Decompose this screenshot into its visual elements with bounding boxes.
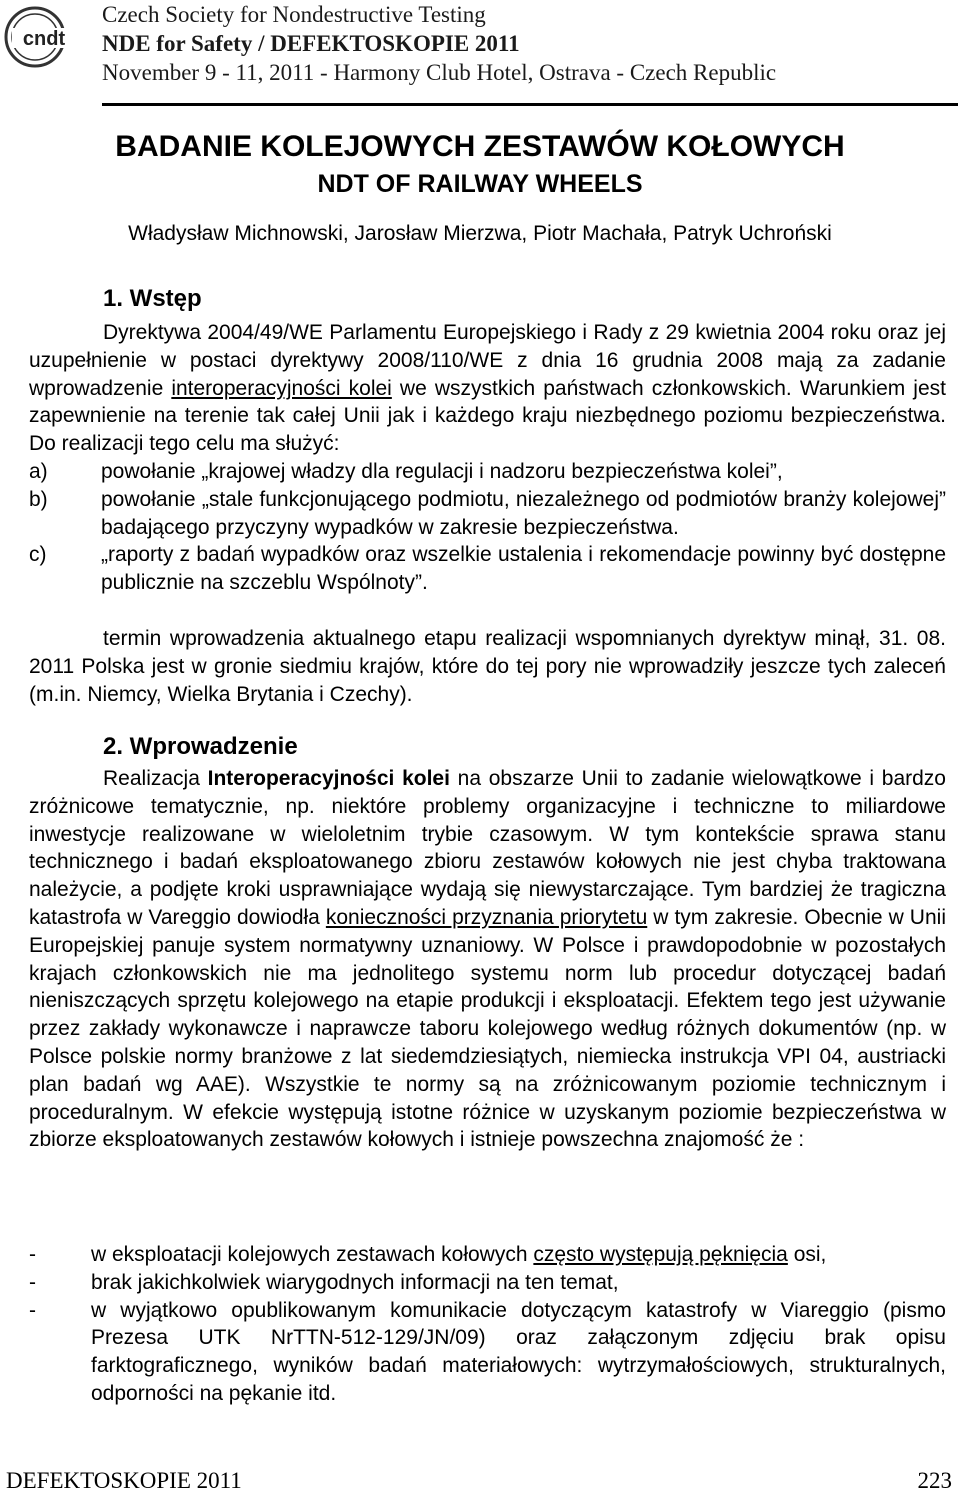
section-1-paragraph-2	[29, 625, 946, 708]
authors: Władysław Michnowski, Jarosław Mierzwa, Piotr Machała, Patryk Uchroński	[128, 222, 832, 245]
dash-bullet: -	[29, 1243, 36, 1266]
section-2-heading: 2. Wprowadzenie	[103, 733, 298, 760]
header-organization: Czech Society for Nondestructive Testing	[102, 2, 486, 27]
header-rule	[102, 103, 958, 106]
cndt-logo-icon	[4, 6, 82, 68]
dash-bullet: -	[29, 1270, 36, 1294]
section-1-list	[29, 458, 946, 597]
logo-text: cndt	[22, 28, 66, 50]
list-item-text: „raporty z badań wypadków oraz wszelkie ustalenia i rekomendacje powinny być dostępne publicznie na szczeblu Wspólnoty”.	[101, 543, 946, 595]
section-2-paragraph	[29, 765, 946, 1154]
s1-p1-a: Dyrektywa 2004/49/WE Parlamentu Europejskiego i Rady z 29 kwietnia 2004 roku oraz jej uzupełnienie w postaci dyrektywy 2008/110/WE z dnia 16 grudnia 2008 mają za zadanie wprowadzenie	[29, 321, 946, 400]
footer-title: DEFEKTOSKOPIE 2011	[6, 1468, 242, 1493]
list-item	[29, 458, 946, 486]
list-item-text: powołanie „stale funkcjonującego podmiotu, niezależnego od podmiotów branży kolejowej” badającego przyczyny wypadków w zakresie bezpieczeństwa.	[101, 487, 946, 539]
dash-bullet: -	[29, 1298, 36, 1322]
dash-item-3: w wyjątkowo opublikowanym komunikacie dotyczącym katastrofy w Viareggio (pismo Prezesa UTK NrTTN-512-129/JN/09) oraz załączonym zdjęciu brak opisu farktograficznego, wyników badań materiałowych: wytrzymałościowych, strukturalnych, odporności na pękanie itd.	[91, 1298, 946, 1405]
s1-interoperability-link: interoperacyjności kolei	[171, 376, 392, 400]
s1-p2: termin wprowadzenia aktualnego etapu realizacji wspomnianych dyrektyw minął, 31. 08. 2011 Polska jest w gronie siedmiu krajów, które do tej pory nie wprowadziły jeszcze tych zaleceń (m.in. Niemcy, Wielka Brytania i Czechy).	[29, 627, 946, 706]
list-item-label: a)	[29, 460, 48, 483]
header-conference: NDE for Safety / DEFEKTOSKOPIE 2011	[102, 31, 520, 56]
header-date-venue: November 9 - 11, 2011 - Harmony Club Hotel, Ostrava - Czech Republic	[102, 60, 777, 85]
s2-p-b: na obszarze Unii to zadanie wielowątkowe i bardzo zróżnicowe tematycznie, np. niektóre problemy organizacyjne i techniczne to miliardowe inwestycje realizowane w wieloletnim trybie czasowym. W tym kontekście sprawa stanu technicznego i badań eksploatowanego zbioru zestawów kołowych nie jest chyba traktowana należycie, a podjęte kroki usprawniające wydają się niewystarczające. Tym bardziej że tragiczna katastrofa w Vareggio dowiodła	[29, 767, 946, 929]
list-item	[29, 1241, 946, 1269]
s2-priority-link: konieczności przyznania priorytetu	[325, 905, 648, 929]
list-item	[29, 541, 946, 597]
section-1-paragraph	[29, 319, 946, 458]
section-1-heading: 1. Wstęp	[103, 285, 202, 312]
s2-interoperability-bold: Interoperacyjności kolei	[207, 767, 450, 790]
list-item	[29, 486, 946, 542]
section-2-dash-list	[29, 1241, 946, 1408]
dash-item-1-a: w eksploatacji kolejowych zestawach kołowych	[91, 1243, 534, 1266]
page-number: 223	[917, 1468, 952, 1493]
list-item	[29, 1269, 946, 1297]
s2-p-c: w tym zakresie. Obecnie w Unii Europejskiej panuje system normatywny uznaniowy. W Polsce i prawdopodobnie w pozostałych krajach członkowskich nie ma jednolitego systemu norm lub procedur dotyczącej badań nieniszczących sprzętu kolejowego na etapie produkcji i eksploatacji. Efektem tego jest używanie przez zakłady wykonawcze i naprawcze taboru kolejowego według różnych dokumentów (np. w Polsce polskie normy branżowe z lat siedemdziesiątych, niemiecka instrukcja VPI 04, austriacki plan badań wg AAE). Wszystkie te normy są na zróżnicowanym poziomie technicznym i proceduralnym. W efekcie występują istotne różnice w uzyskanym poziomie bezpieczeństwa w zbiorze eksploatowanych zestawów kołowych i istnieje powszechna znajomość że :	[29, 905, 946, 1152]
dash-item-1-b: osi,	[787, 1243, 827, 1266]
list-item-text: powołanie „krajowej władzy dla regulacji i nadzoru bezpieczeństwa kolei”,	[101, 460, 783, 483]
dash-item-2: brak jakichkolwiek wiarygodnych informacji na ten temat,	[91, 1270, 619, 1294]
paper-title-polish: BADANIE KOLEJOWYCH ZESTAWÓW KOŁOWYCH	[115, 130, 845, 163]
list-item	[29, 1297, 946, 1408]
list-item-label: b)	[29, 487, 48, 511]
dash-item-1-link: często występują pęknięcia	[533, 1243, 788, 1266]
s1-p1-b: we wszystkich państwach członkowskich. Warunkiem jest zapewnienie na terenie tak całej Unii jak i każdego kraju niezbędnego poziomu bezpieczeństwa. Do realizacji tego celu ma służyć:	[29, 376, 946, 456]
cndt-logo	[4, 6, 82, 68]
list-item-label: c)	[29, 543, 47, 567]
paper-title-english: NDT OF RAILWAY WHEELS	[317, 170, 643, 198]
s2-p-a: Realizacja	[103, 767, 208, 790]
